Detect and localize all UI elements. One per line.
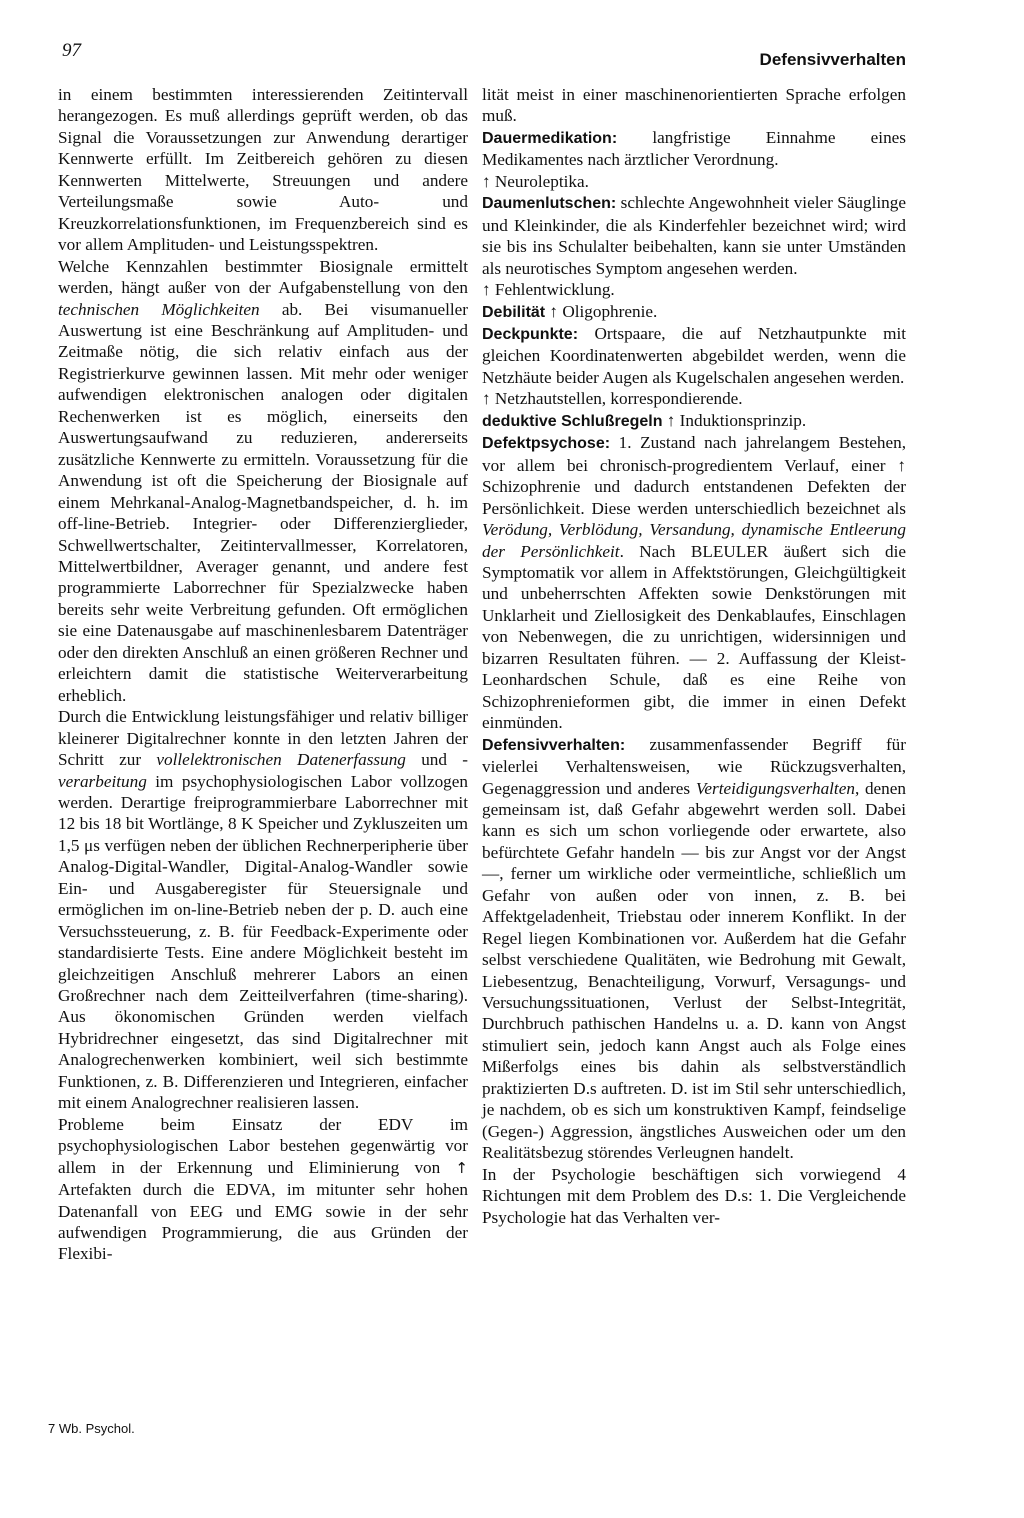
entry-text: Ortspaare, die auf Netzhautpunkte mit gleichen Koordinatenwerten abgebildet werden, wenn die Netzhäute beider Augen als Kugelschalen angesehen werden. (482, 323, 906, 387)
cross-reference-arrow-icon: ↑ (455, 1158, 468, 1177)
entry-text: . Nach BLEULER äußert sich die Symptomatik vor allem in Affektstörungen, Gleichgültigkeit und unbeherrschten Affekten sowie Denkstörungen mit Unklarheit und Ziellosigkeit des Denkablaufes, Einschlagen von Nebenwegen, die zu unrichtigen, widersinnigen und bizarren Resultaten führen. — 2. Auffassung der Kleist-Leonhardschen Schule, daß es eine Reihe von Schizophrenieformen gibt, die immer in einen Defekt einmünden. (482, 541, 907, 733)
cross-reference: ↑ Netzhautstellen, korrespondierende. (482, 389, 743, 409)
entry-reference (482, 388, 906, 409)
cross-reference: ↑ Oligophrenie. (545, 301, 658, 321)
right-column (482, 84, 906, 1228)
entry-deckpunkte (482, 323, 906, 388)
cross-reference: ↑ Fehlentwicklung. (482, 280, 615, 300)
emphasis: Verteidigungsverhalten (695, 778, 855, 798)
emphasis: Verödung, Verblödung, Versandung, dynamische Entleerung der Persönlichkeit (482, 520, 906, 561)
entry-text: , denen gemeinsam ist, daß Gefahr abgewehrt werden soll. Dabei kann es sich um schon vorliegende oder erwartete, also befürchtete Gefahr handeln — bis zur Angst vor der Angst —, ferner um wirkliche oder vermeintliche, schließlich um Gefahr von außen oder von innen, z. B. bei Affektgeladenheit, Triebstau oder innerem Konflikt. In der Regel liegen Kombinationen vor. Außerdem hat die Gefahr selbst verschiedene Qualitäten, wie Bedrohung mit Gewalt, Liebesentzug, Benachteiligung, Vorwurf, Versagungs- und Versuchungssituationen, Verlust der Selbst-Integrität, Durchbruch pathischen Handelns u. a. D. kann von Angst stimuliert sein, jedoch kann Angst auch als Folge eines Mißerfolgs eines bis dahin als selbstverständlich praktizierten D.s auftreten. D. ist im Stil sehr unterschiedlich, je nachdem, ob es sich um konstruktiven Kampf, feindselige (Gegen-) Aggression, ängstliches Ausweichen oder um den Realitätsbezug störendes Verleugnen handelt. (482, 778, 906, 1163)
footer-signature: 7 Wb. Psychol. (48, 1421, 135, 1436)
entry-daumenlutschen (482, 192, 906, 279)
paragraph (58, 256, 468, 707)
entry-term: Debilität (482, 303, 546, 321)
entry-reference (482, 171, 906, 192)
paragraph-text: Welche Kennzahlen bestimmter Biosignale ermittelt werden, hängt außer von der Aufgabenstellung von den (58, 256, 468, 298)
entry-dauermedikation (482, 127, 906, 171)
entry-reference (482, 279, 906, 300)
entry-defensivverhalten (482, 734, 906, 1164)
entry-term: Daumenlutschen: (482, 195, 617, 213)
paragraph (58, 706, 468, 1114)
entry-term: Defensivverhalten: (482, 736, 626, 754)
entry-defektpsychose (482, 432, 906, 733)
paragraph-text: Durch die Entwicklung leistungsfähiger und relativ billiger kleinerer Digitalrechner konnte in den letzten Jahren der Schritt zur (58, 707, 468, 770)
entry-text: 1. Zustand nach jahrelangem Bestehen, vor allem bei chronisch-progredientem Verlauf, einer ↑ Schizophrenie und dadurch entstandenen Defekten der Persönlichkeit. Diese werden unterschiedlich bezeichnet als (482, 433, 906, 518)
paragraph-text: Artefakten durch die EDVA, im mitunter sehr hohen Datenanfall von EEG und EMG sowie in der sehr aufwendigen Programmierung, die aus Gründen der Flexibi- (58, 1180, 468, 1264)
paragraph-text: im psychophysiologischen Labor vollzogen werden. Derartige freiprogrammierbare Laborrechner mit 12 bis 18 bit Wortlänge, 8 K Speicher und Zykluszeiten um 1,5 μs verfügen neben der üblichen Rechnerperipherie über Analog-Digital-Wandler, Digital-Analog-Wandler sowie Ein- und Ausgaberegister für Steuersignale und ermöglichen im on-line-Betrieb neben der p. D. auch eine Versuchssteuerung, z. B. für Feedback-Experimente oder standardisierte Tests. Eine andere Möglichkeit besteht im gleichzeitigen Anschluß mehrerer Labors an einen Großrechner nach dem Zeitteilverfahren (time-sharing). Aus ökonomischen Gründen werden vielfach Hybridrechner eingesetzt, das sind Digitalrechner mit Analogrechenwerken kombiniert, weil sich bestimmte Funktionen, z. B. Differenzieren und Integrieren, einfacher mit einem Analogrechner realisieren lassen. (58, 771, 468, 1113)
paragraph-text: ab. Bei visumanueller Auswertung ist eine Beschränkung auf Amplituden- und Zeitmaße nötig, die sich relativ einfach aus der Registrierkurve gewinnen lassen. Mit mehr oder weniger aufwendigen elektronischen analogen oder digitalen Rechenwerken ist es möglich, einerseits den Auswertungsaufwand zu reduzieren, andererseits zusätzliche Kennwerte zu ermitteln. Voraussetzung für die Anwendung ist oft die Speicherung der Biosignale auf einem Mehrkanal-Analog-Magnetbandspeicher, d. h. im off-line-Betrieb. Integrier- oder Differenzierglieder, Schwellwertschalter, Zeitintervallmesser, Korrelatoren, Mittelwertbildner, Averager genannt, und andere fest programmierte Laborrechner für Spezialzwecke haben bereits sehr weite Verbreitung gefunden. Oft ermöglichen sie eine Datenausgabe auf maschinenlesbarem Datenträger oder den direkten Anschluß an einen größeren Rechner und erleichtern damit die statistische Weiterverarbeitung erheblich. (58, 299, 468, 705)
left-column (58, 84, 468, 1265)
entry-text: langfristige Einnahme eines Medikamentes nach ärztlicher Verordnung. (482, 127, 906, 170)
paragraph-text: und (405, 750, 463, 770)
cross-reference: ↑ Neuroleptika. (482, 171, 589, 191)
entry-term: Deckpunkte: (482, 325, 579, 343)
page-number: 97 (62, 40, 81, 61)
entry-debilitaet (482, 301, 906, 323)
paragraph (58, 1114, 468, 1265)
entry-term: deduktive Schlußregeln (482, 412, 663, 430)
paragraph-text: in einem bestimmten interessierenden Zeitintervall herangezogen. Es muß allerdings geprüft werden, ob das Signal die Voraussetzungen zur Anwendung derartiger Kennwerte erfüllt. Im Zeitbereich gehören zu diesen Kennwerten Mittelwerte, Streuungen und andere Verteilungsmaße sowie Auto- und Kreuzkorrelationsfunktionen, im Frequenzbereich sind es vor allem Amplituden- und Leistungsspektren. (58, 85, 468, 255)
entry-text: zusammenfassender Begriff für vielerlei Verhaltensweisen, wie Rückzugsverhalten, Gegenaggression und anderes (482, 734, 906, 798)
emphasis: vollelektronischen Datenerfassung (156, 750, 406, 770)
paragraph (58, 84, 468, 256)
entry-text: schlechte Angewohnheit vieler Säuglinge und Kleinkinder, die als Kinderfehler bezeichnet wird; wird sie bis ins Schulalter beibehalten, kann sie unter Umständen als neurotisches Symptom angesehen werden. (482, 193, 906, 278)
entry-term: Defektpsychose: (482, 435, 611, 453)
emphasis: -verarbeitung (58, 750, 468, 791)
paragraph-text: In der Psychologie beschäftigen sich vorwiegend 4 Richtungen mit dem Problem des D.s: 1. Die Vergleichende Psychologie hat das Verhalten ver- (482, 1164, 906, 1227)
emphasis: technischen Möglichkeiten (58, 299, 260, 319)
paragraph (482, 1164, 906, 1228)
paragraph (482, 84, 906, 127)
running-head: Defensivverhalten (759, 50, 906, 69)
paragraph-text: lität meist in einer maschinenorientierten Sprache erfolgen muß. (482, 85, 906, 126)
entry-deduktive-schlussregeln (482, 410, 906, 432)
entry-term: Dauermedikation: (482, 129, 618, 147)
cross-reference: ↑ Induktionsprinzip. (662, 410, 807, 430)
paragraph-text: Probleme beim Einsatz der EDV im psychophysiologischen Labor bestehen gegenwärtig vor allem in der Erkennung und Eliminierung von (58, 1114, 468, 1177)
